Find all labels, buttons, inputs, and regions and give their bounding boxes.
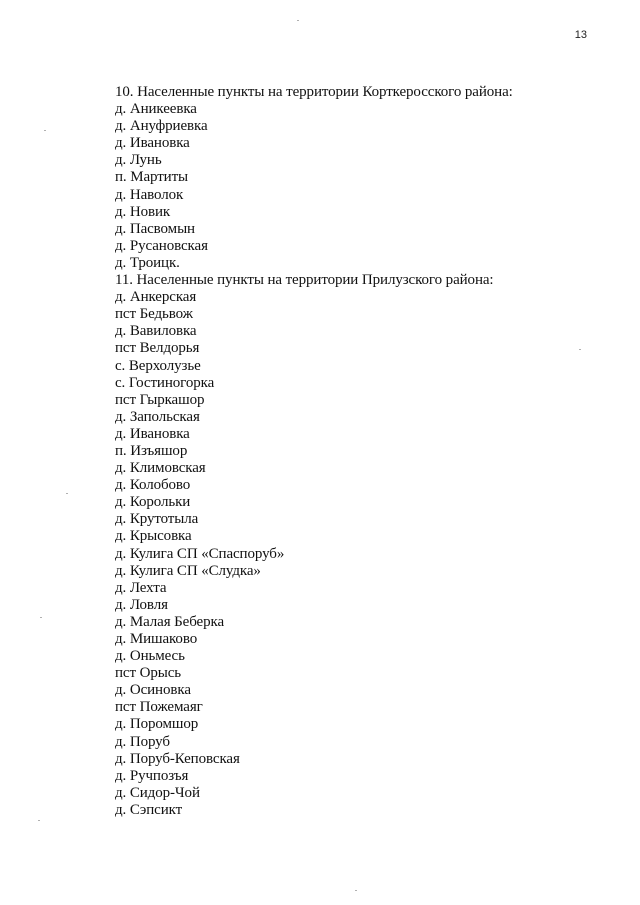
list-item: п. Изъяшор <box>115 442 188 459</box>
scan-speck <box>44 130 46 131</box>
scan-speck <box>355 890 357 891</box>
scan-speck <box>66 493 68 494</box>
list-item: д. Вавиловка <box>115 323 197 340</box>
list-item: д. Поромшор <box>115 716 199 733</box>
list-item: д. Пасвомын <box>115 220 195 237</box>
list-item: д. Осиновка <box>115 682 191 699</box>
list-item: д. Поруб-Кеповская <box>115 750 240 767</box>
list-item: д. Сэпсикт <box>115 801 183 818</box>
list-item: д. Анкерская <box>115 289 197 306</box>
list-item: д. Кулига СП «Спаспоруб» <box>115 545 285 562</box>
section-heading: 11. Населенные пункты на территории Прилузского района: <box>115 272 494 289</box>
list-item: д. Троицк. <box>115 254 180 271</box>
list-item: д. Малая Беберка <box>115 613 225 630</box>
list-item: д. Ручпозъя <box>115 767 189 784</box>
list-item: д. Аникеевка <box>115 101 197 118</box>
list-item: п. Мартиты <box>115 169 189 186</box>
list-item: д. Ануфриевка <box>115 118 208 135</box>
settlement-list <box>115 84 585 819</box>
list-item: с. Верхолузье <box>115 357 201 374</box>
list-item: д. Лехта <box>115 579 167 596</box>
scan-speck <box>297 20 299 21</box>
list-item: д. Новик <box>115 203 171 220</box>
list-item: пст Пожемаяг <box>115 699 203 716</box>
list-item: д. Ловля <box>115 596 168 613</box>
list-item: д. Лунь <box>115 152 162 169</box>
list-item: д. Русановская <box>115 237 208 254</box>
scan-speck <box>579 349 581 350</box>
list-item: пст Велдорья <box>115 340 200 357</box>
list-item: д. Наволок <box>115 186 184 203</box>
list-item: д. Оньмесь <box>115 648 185 665</box>
scan-speck <box>40 617 42 618</box>
list-item: д. Крутотыла <box>115 511 199 528</box>
list-item: с. Гостиногорка <box>115 374 215 391</box>
section-heading: 10. Населенные пункты на территории Корткеросского района: <box>115 84 513 100</box>
list-item: д. Сидор-Чой <box>115 784 200 801</box>
list-item: пст Бедьвож <box>115 306 193 323</box>
list-item: пст Гыркашор <box>115 391 205 408</box>
list-item: д. Колобово <box>115 477 191 494</box>
list-item: д. Ивановка <box>115 425 190 442</box>
list-item: д. Ивановка <box>115 135 190 152</box>
list-item: пст Орысь <box>115 665 181 682</box>
list-item: д. Крысовка <box>115 528 192 545</box>
list-item: д. Запольская <box>115 408 200 425</box>
list-item: д. Корольки <box>115 494 191 511</box>
scan-speck <box>38 820 40 821</box>
list-item: д. Кулига СП «Слудка» <box>115 562 261 579</box>
list-item: д. Поруб <box>115 733 170 750</box>
list-item: д. Климовская <box>115 460 206 477</box>
list-item: д. Мишаково <box>115 631 198 647</box>
page-number: 13 <box>574 29 587 41</box>
